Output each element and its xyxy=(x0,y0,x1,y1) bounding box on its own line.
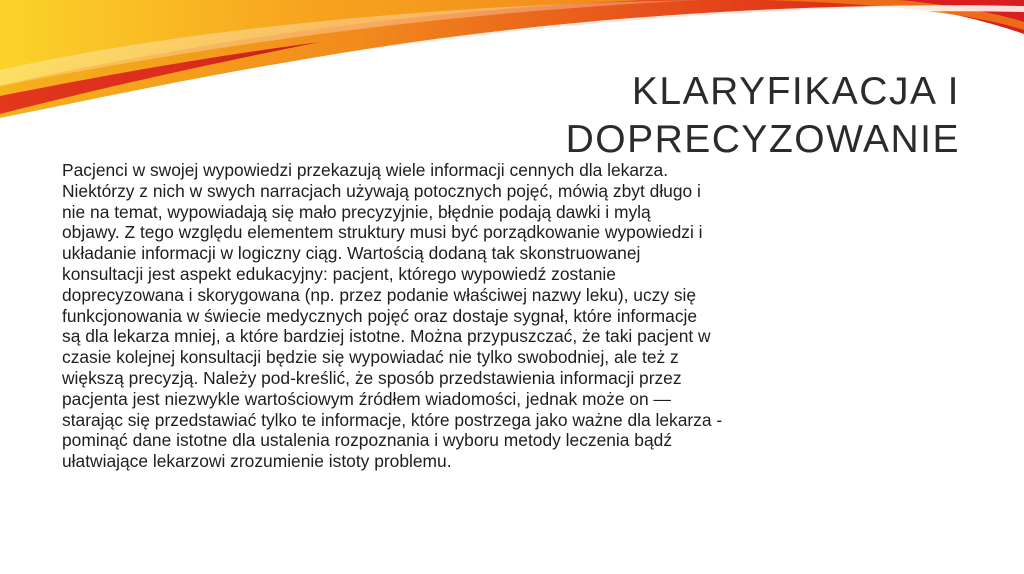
body-line: starając się przedstawiać tylko te informacje, które postrzega jako ważne dla lekarza - xyxy=(62,409,723,430)
body-line: pominąć dane istotne dla ustalenia rozpoznania i wyboru metody leczenia bądź xyxy=(62,430,673,451)
body-line: czasie kolejnej konsultacji będzie się wypowiadać nie tylko swobodniej, ale też z xyxy=(62,347,679,368)
body-line: są dla lekarza mniej, a które bardziej istotne. Można przypuszczać, że taki pacjent w xyxy=(62,326,711,347)
title-line-1: KLARYFIKACJA I xyxy=(631,70,960,113)
body-line: Niektórzy z nich w swych narracjach używają potocznych pojęć, mówią zbyt długo i xyxy=(62,180,701,201)
body-line: układanie informacji w logiczny ciąg. Wartością dodaną tak skonstruowanej xyxy=(62,243,641,264)
title-line-2: DOPRECYZOWANIE xyxy=(565,118,960,161)
body-text xyxy=(62,160,972,472)
body-line: doprecyzowana i skorygowana (np. przez podanie właściwej nazwy leku), uczy się xyxy=(62,284,697,305)
body-line: Pacjenci w swojej wypowiedzi przekazują wiele informacji cennych dla lekarza. xyxy=(62,160,669,180)
body-line: ułatwiające lekarzowi zrozumienie istoty problemu. xyxy=(62,451,452,472)
body-line: większą precyzją. Należy pod-kreślić, że sposób przedstawienia informacji przez xyxy=(62,367,682,388)
body-line: pacjenta jest niezwykle wartościowym źródłem wiadomości, jednak może on — xyxy=(62,388,671,409)
body-line: objawy. Z tego względu elementem struktury musi być porządkowanie wypowiedzi i xyxy=(62,222,703,243)
body-line: konsultacji jest aspekt edukacyjny: pacjent, którego wypowiedź zostanie xyxy=(62,263,616,284)
body-line: nie na temat, wypowiadają się mało precyzyjnie, błędnie podają dawki i mylą xyxy=(62,201,651,222)
slide-title xyxy=(566,68,960,164)
body-line: funkcjonowania w świecie medycznych pojęć oraz dostaje sygnał, które informacje xyxy=(62,305,698,326)
